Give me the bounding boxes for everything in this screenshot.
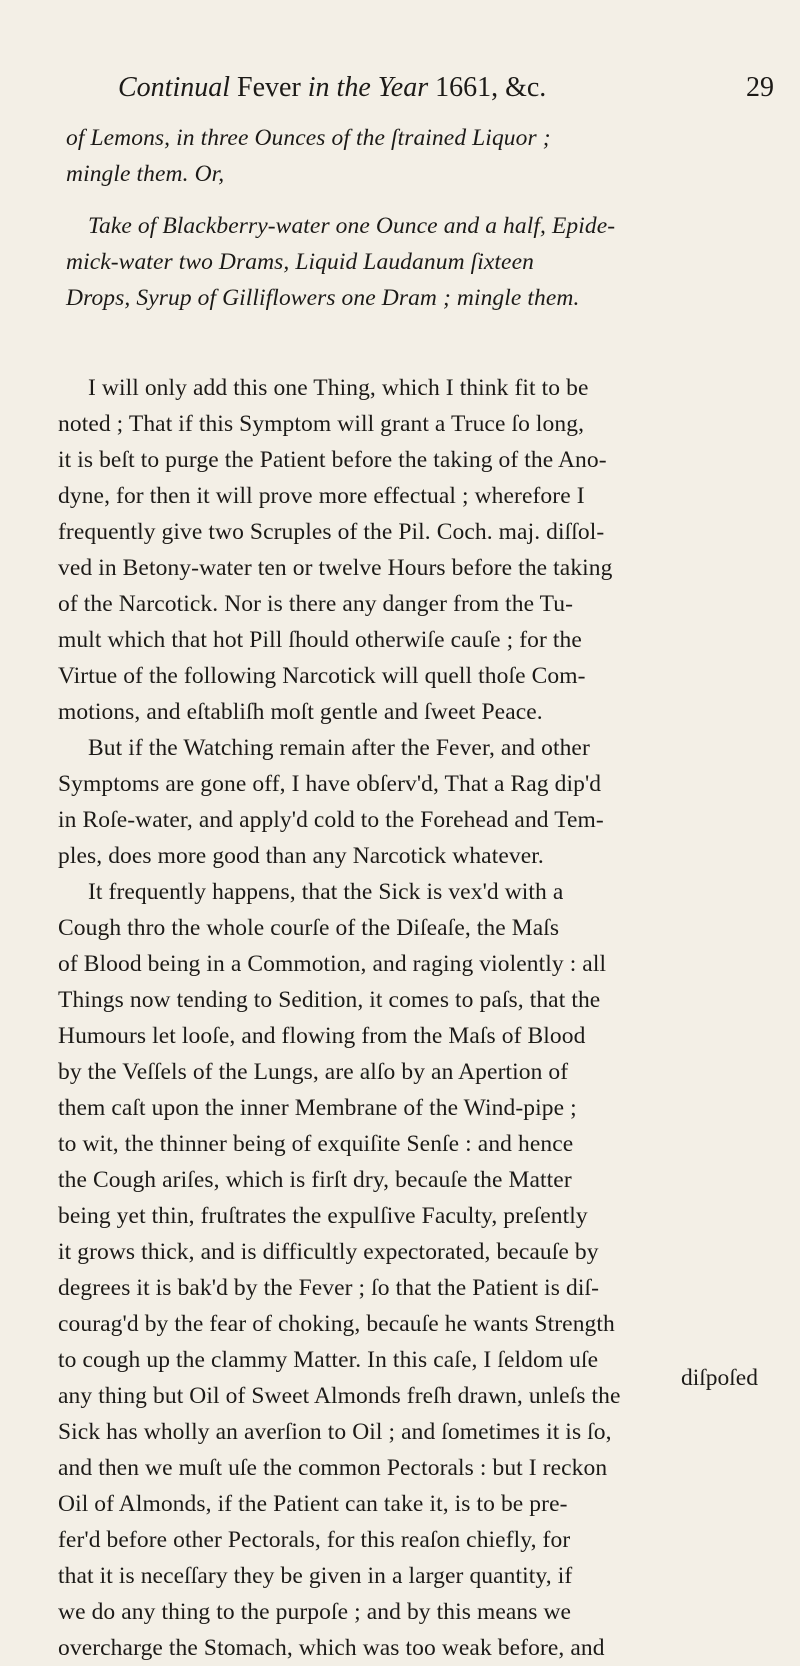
running-head-etc: &c. <box>505 72 547 103</box>
body-line: mult which that hot Pill ſhould otherwiſe cauſe ; for the <box>58 627 582 653</box>
running-head-fever: Fever <box>230 72 308 103</box>
body-line: But if the Watching remain after the Fever, and other <box>88 735 590 761</box>
recipe-continuation <box>58 120 758 192</box>
body-line: any thing but Oil of Sweet Almonds freſh drawn, unleſs the <box>58 1383 621 1409</box>
body-line: Sick has wholly an averſion to Oil ; and ſometimes it is ſo, <box>58 1419 612 1445</box>
body-line: by the Veſſels of the Lungs, are alſo by an Apertion of <box>58 1059 569 1085</box>
recipe-line: Take of Blackberry-water one Ounce and a half, Epide- <box>88 213 616 239</box>
body-line: motions, and eſtabliſh moſt gentle and ſweet Peace. <box>58 699 543 725</box>
body-line: overcharge the Stomach, which was too weak before, and <box>58 1635 605 1661</box>
body-line: that it is neceſſary they be given in a larger quantity, if <box>58 1563 573 1589</box>
body-line: Symptoms are gone off, I have obſerv'd, That a Rag dip'd <box>58 771 602 797</box>
recipe-line: mick-water two Drams, Liquid Laudanum ſixteen <box>66 249 534 275</box>
recipe-line: Drops, Syrup of Gilliflowers one Dram ; mingle them. <box>66 285 580 311</box>
page-number: 29 <box>746 72 774 103</box>
body-line: fer'd before other Pectorals, for this reaſon chiefly, for <box>58 1527 571 1553</box>
recipe-line: mingle them. Or, <box>66 161 225 187</box>
body-line: courag'd by the fear of choking, becauſe he wants Strength <box>58 1311 615 1337</box>
body-line: frequently give two Scruples of the Pil. Coch. maj. diſſol- <box>58 519 605 545</box>
running-head <box>118 70 774 106</box>
body-line: it grows thick, and is difficultly expectorated, becauſe by <box>58 1239 599 1265</box>
body-line: the Cough ariſes, which is firſt dry, becauſe the Matter <box>58 1167 572 1193</box>
body-line: them caſt upon the inner Membrane of the Wind-pipe ; <box>58 1095 577 1121</box>
body-line: being yet thin, fruſtrates the expulſive Faculty, preſently <box>58 1203 588 1229</box>
running-head-title-main: Continual <box>118 72 231 103</box>
body-line: of the Narcotick. Nor is there any danger from the Tu- <box>58 591 574 617</box>
body-line: noted ; That if this Symptom will grant a Truce ſo long, <box>58 411 585 437</box>
body-line: to wit, the thinner being of exquiſite Senſe : and hence <box>58 1131 574 1157</box>
body-line: dyne, for then it will prove more effectual ; wherefore I <box>58 483 585 509</box>
body-line: Oil of Almonds, if the Patient can take it, is to be pre- <box>58 1491 568 1517</box>
recipe-blackberry <box>58 208 758 316</box>
body-line: and then we muſt uſe the common Pectorals : but I reckon <box>58 1455 608 1481</box>
body-line: ved in Betony-water ten or twelve Hours before the taking <box>58 555 613 581</box>
running-head-year: 1661, <box>428 72 506 103</box>
recipe-line: of Lemons, in three Ounces of the ſtrained Liquor ; <box>66 125 551 151</box>
body-line: Virtue of the following Narcotick will quell thoſe Com- <box>58 663 586 689</box>
body-line: Cough thro the whole courſe of the Diſeaſe, the Maſs <box>58 915 560 941</box>
body-line: to cough up the clammy Matter. In this caſe, I ſeldom uſe <box>58 1347 599 1373</box>
running-head-title-tail: in the Year <box>307 72 429 103</box>
body-line: Things now tending to Sedition, it comes to paſs, that the <box>58 987 601 1013</box>
body-line: of Blood being in a Commotion, and raging violently : all <box>58 951 607 977</box>
body-line: degrees it is bak'd by the Fever ; ſo that the Patient is diſ- <box>58 1275 600 1301</box>
body-line: I will only add this one Thing, which I think fit to be <box>88 375 589 401</box>
body-text <box>58 370 758 1666</box>
catchword: diſpoſed <box>680 1365 758 1391</box>
body-line: Humours let looſe, and flowing from the Maſs of Blood <box>58 1023 586 1049</box>
body-line: ples, does more good than any Narcotick whatever. <box>58 843 544 869</box>
body-line: It frequently happens, that the Sick is vex'd with a <box>88 879 564 905</box>
body-line: we do any thing to the purpoſe ; and by this means we <box>58 1599 572 1625</box>
body-line: in Roſe-water, and apply'd cold to the Forehead and Tem- <box>58 807 604 833</box>
body-line: it is beſt to purge the Patient before the taking of the Ano- <box>58 447 607 473</box>
